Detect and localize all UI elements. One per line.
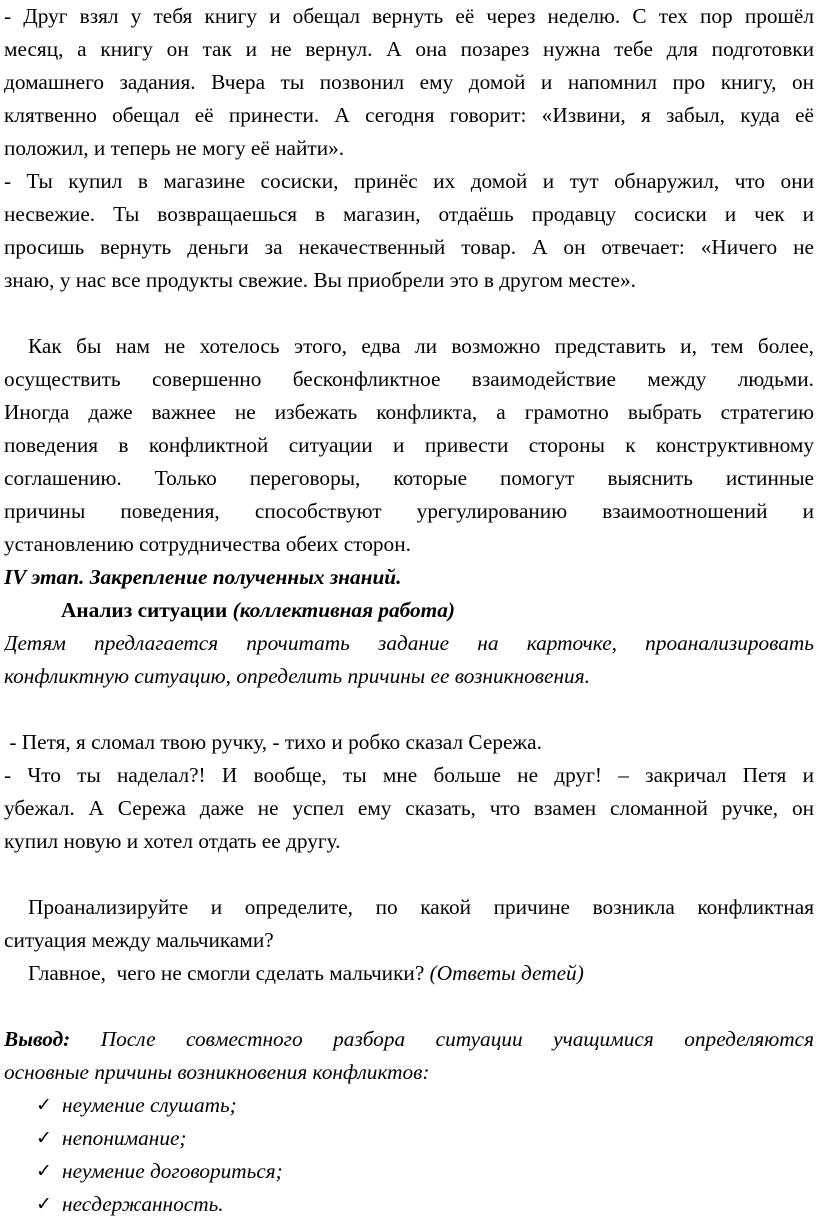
text-line: поведения в конфликтной ситуации и привести стороны к конструктивному bbox=[4, 433, 814, 457]
question-2 bbox=[4, 957, 814, 990]
list-item-text: неумение договориться; bbox=[62, 1159, 283, 1183]
text-line: - Друг взял у тебя книгу и обещал вернуть её через неделю. С тех пор прошёл bbox=[4, 4, 814, 28]
subheading-bold: Анализ ситуации bbox=[61, 598, 228, 622]
question-2-note: (Ответы детей) bbox=[429, 961, 584, 985]
list-item bbox=[4, 1188, 814, 1221]
text-line: ситуация между мальчиками? bbox=[4, 928, 274, 952]
list-item bbox=[4, 1089, 814, 1122]
text-line: знаю, у нас все продукты свежие. Вы приобрели это в другом месте». bbox=[4, 268, 636, 292]
blank-line bbox=[4, 297, 814, 330]
stage-subheading bbox=[4, 594, 814, 627]
causes-list bbox=[4, 1089, 814, 1221]
intro-paragraph bbox=[4, 330, 814, 561]
text-line: осуществить совершенно бесконфликтное взаимодействие между людьми. bbox=[4, 367, 814, 391]
situation-sausages-paragraph bbox=[4, 165, 814, 297]
text-line: купил новую и хотел отдать ее другу. bbox=[4, 829, 341, 853]
conclusion-label: Вывод: bbox=[4, 1027, 71, 1051]
conclusion-paragraph bbox=[4, 1023, 814, 1221]
text-line: клятвенно обещал её принести. А сегодня говорит: «Извини, я забыл, куда её bbox=[4, 103, 814, 127]
text-line: Детям предлагается прочитать задание на карточке, проанализировать bbox=[4, 631, 814, 655]
blank-line bbox=[4, 990, 814, 1023]
stage-heading: IV этап. Закрепление полученных знаний. bbox=[4, 565, 402, 589]
situation-pen-paragraph bbox=[4, 726, 814, 858]
text-line: - Петя, я сломал твою ручку, - тихо и робко сказал Сережа. bbox=[4, 730, 542, 754]
text-line: - Ты купил в магазине сосиски, принёс их домой и тут обнаружил, что они bbox=[4, 169, 814, 193]
text-line: причины поведения, способствуют урегулированию взаимоотношений и bbox=[4, 499, 814, 523]
text-line: - Что ты наделал?! И вообще, ты мне больше не друг! – закричал Петя и bbox=[4, 763, 814, 787]
question-2-text: Главное, чего не смогли сделать мальчики? bbox=[28, 961, 425, 985]
conclusion-text: После совместного разбора ситуации учащимися определяются bbox=[100, 1027, 814, 1051]
text-line: Иногда даже важнее не избежать конфликта, а грамотно выбрать стратегию bbox=[4, 400, 814, 424]
blank-line bbox=[4, 858, 814, 891]
text-line: домашнего задания. Вчера ты позвонил ему домой и напомнил про книгу, он bbox=[4, 70, 814, 94]
list-item-text: неумение слушать; bbox=[62, 1093, 237, 1117]
list-item bbox=[4, 1155, 814, 1188]
subheading-italic: (коллективная работа) bbox=[232, 598, 455, 622]
text-line: месяц, а книгу он так и не вернул. А она позарез нужна тебе для подготовки bbox=[4, 37, 814, 61]
text-line: основные причины возникновения конфликтов: bbox=[4, 1060, 430, 1084]
checkmark-icon: ✓ bbox=[36, 1193, 52, 1215]
text-line: просишь вернуть деньги за некачественный товар. А он отвечает: «Ничего не bbox=[4, 235, 814, 259]
situation-book-paragraph bbox=[4, 0, 814, 165]
checkmark-icon: ✓ bbox=[36, 1160, 52, 1182]
text-line: несвежие. Ты возвращаешься в магазин, отдаёшь продавцу сосиски и чек и bbox=[4, 202, 814, 226]
list-item bbox=[4, 1122, 814, 1155]
task-paragraph bbox=[4, 627, 814, 693]
text-line: установлению сотрудничества обеих сторон. bbox=[4, 532, 411, 556]
checkmark-icon: ✓ bbox=[36, 1127, 52, 1149]
list-item-text: непонимание; bbox=[62, 1126, 187, 1150]
text-line: конфликтную ситуацию, определить причины ее возникновения. bbox=[4, 664, 590, 688]
text-line: соглашению. Только переговоры, которые помогут выяснить истинные bbox=[4, 466, 814, 490]
questions-paragraph bbox=[4, 891, 814, 990]
text-line: Как бы нам не хотелось этого, едва ли возможно представить и, тем более, bbox=[28, 334, 814, 358]
checkmark-icon: ✓ bbox=[36, 1094, 52, 1116]
conclusion-line bbox=[4, 1023, 814, 1056]
text-line: Проанализируйте и определите, по какой причине возникла конфликтная bbox=[28, 895, 814, 919]
text-line: убежал. А Сережа даже не успел ему сказать, что взамен сломанной ручке, он bbox=[4, 796, 814, 820]
blank-line bbox=[4, 693, 814, 726]
text-line: положил, и теперь не могу её найти». bbox=[4, 136, 345, 160]
list-item-text: несдержанность. bbox=[62, 1192, 224, 1216]
